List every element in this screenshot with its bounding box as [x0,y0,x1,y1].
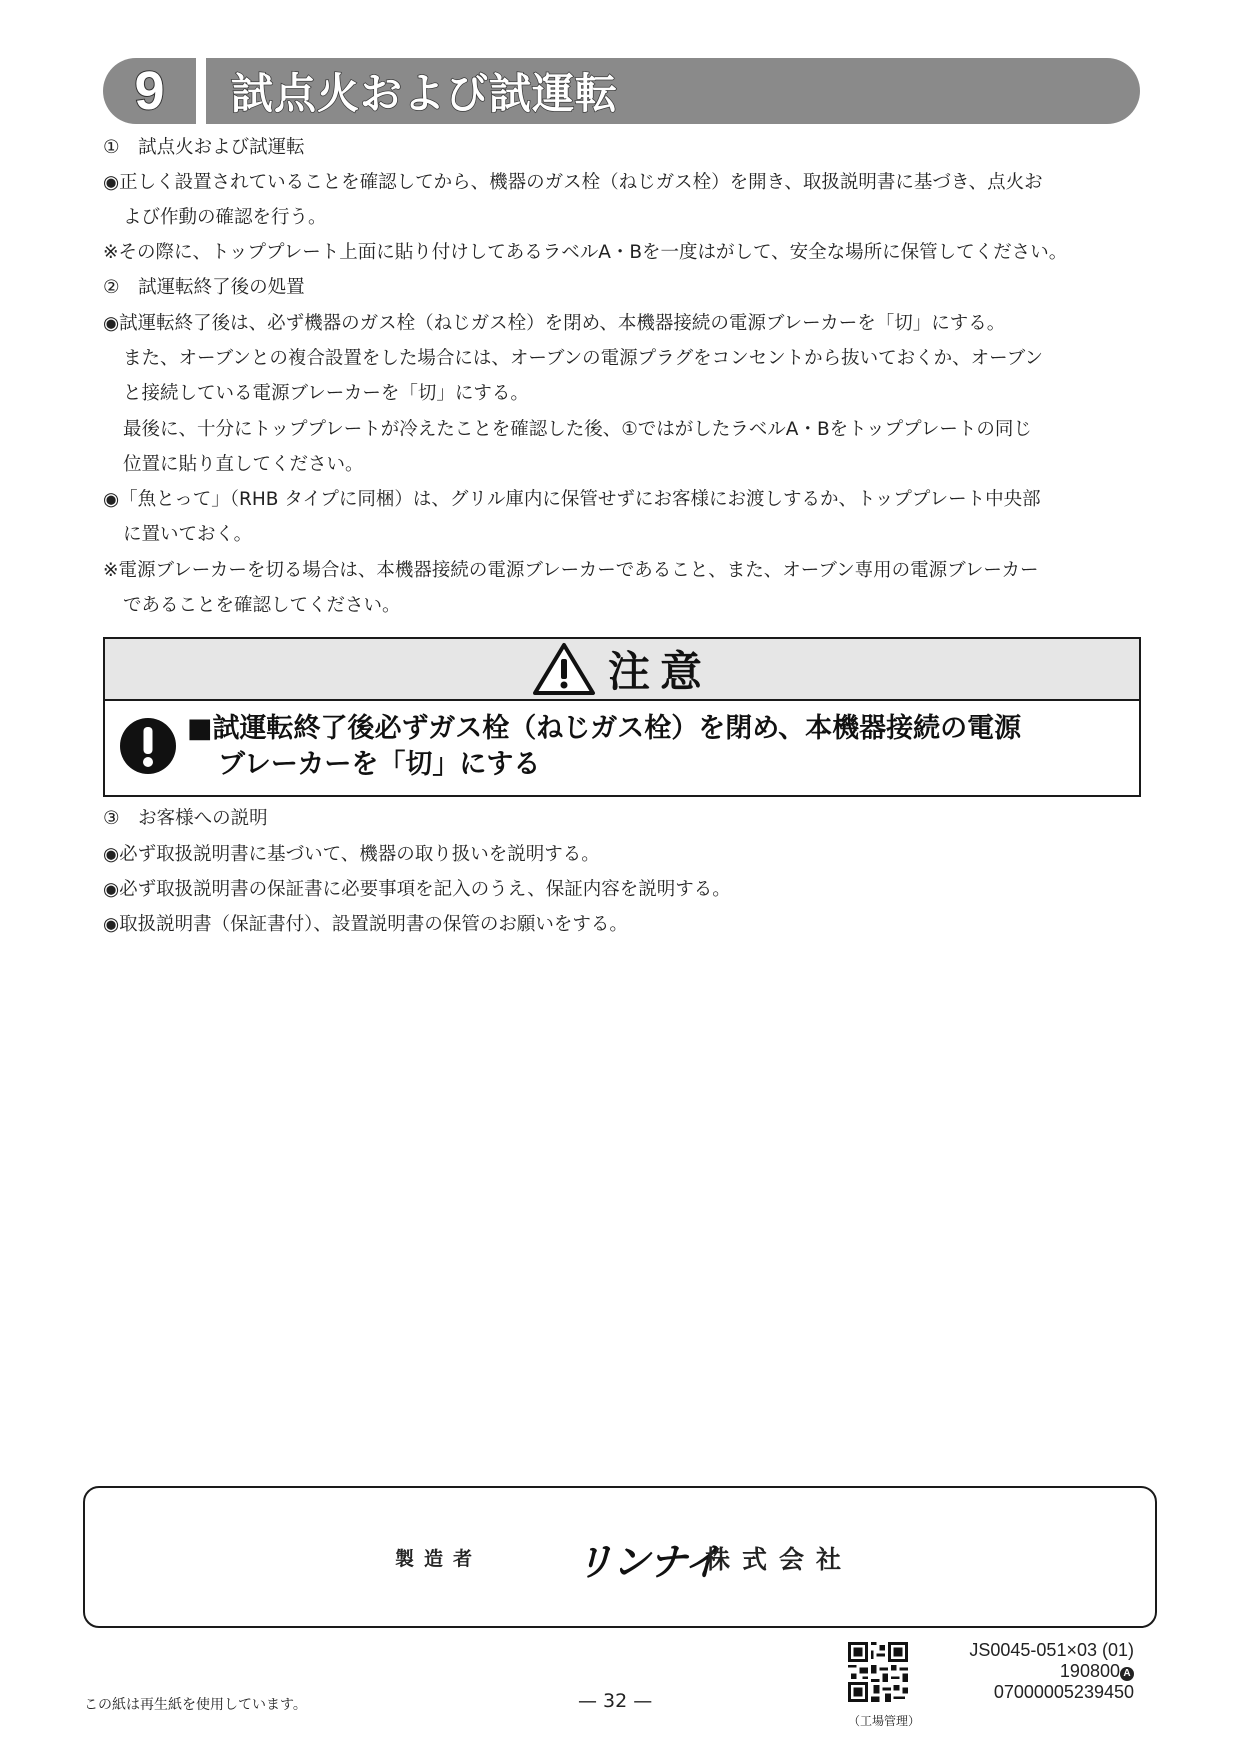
note-line: ※電源ブレーカーを切る場合は、本機器接続の電源ブレーカーであること、また、オーブン専用の電源ブレーカー [103,560,1039,581]
section-header [103,58,1140,124]
product-code: 07000005239450 [993,1682,1134,1702]
document-code: JS0045-051×03 (01) [969,1640,1134,1660]
caution-header [105,639,1139,701]
bullet-item: ◉必ず取扱説明書に基づいて、機器の取り扱いを説明する。 [103,844,600,865]
caution-line-1: ■試運転終了後必ずガス栓（ねじガス栓）を閉め、本機器接続の電源 [187,713,1022,744]
paragraph-line: 最後に、十分にトッププレートが冷えたことを確認した後、①ではがしたラベルA・Bをトッププレートの同じ [123,419,1032,440]
paragraph-line: に置いておく。 [123,524,253,545]
caution-line-2: ブレーカーを「切」にする [218,749,541,780]
paragraph-line: ◉正しく設置されていることを確認してから、機器のガス栓（ねじガス栓）を開き、取扱説明書に基づき、点火お [103,172,1043,193]
note-line: ※その際に、トッププレート上面に貼り付けしてあるラベルA・Bを一度はがして、安全な場所に保管してください。 [103,242,1068,263]
caution-message [187,711,1127,783]
note-line: であることを確認してください。 [123,595,401,616]
paragraph-line: よび作動の確認を行う。 [123,207,327,228]
paragraph-line: と接続している電源ブレーカーを「切」にする。 [123,383,529,404]
print-code: 190800 A [969,1661,1134,1682]
qr-caption: （工場管理） [848,1714,921,1728]
warning-triangle-icon [532,642,596,696]
section-title-bar [206,58,1140,124]
company-suffix: 株式会社 [705,1545,854,1574]
subsection-heading-3: ③ お客様への説明 [103,808,268,829]
manufacturer-box [83,1486,1157,1628]
manufacturer-label: 製造者 [395,1548,483,1570]
paragraph-line: 位置に貼り直してください。 [123,454,364,475]
section-number: 9 [119,66,181,116]
bullet-item: ◉必ず取扱説明書の保証書に必要事項を記入のうえ、保証内容を説明する。 [103,879,731,900]
subsection-heading-1: ① 試点火および試運転 [103,137,305,158]
page-number: — 32 — [578,1690,653,1712]
qr-code-icon [848,1642,908,1702]
subsection-heading-2: ② 試運転終了後の処置 [103,277,305,298]
recycled-paper-note: この紙は再生紙を使用しています。 [84,1697,307,1713]
paragraph-line: また、オーブンとの複合設置をした場合には、オーブンの電源プラグをコンセントから抜いておくか、オーブン [123,348,1044,369]
caution-box [103,637,1141,797]
exclamation-circle-icon [119,717,177,775]
paragraph-line: ◉「魚とって」（RHB タイプに同梱）は、グリル庫内に保管せずにお客様にお渡しするか、トッププレート中央部 [103,489,1041,510]
section-number-badge [103,58,196,124]
section-title: 試点火および試運転 [231,69,619,118]
circled-a-mark: A [1120,1667,1134,1681]
brand-logo: リンナイ [575,1540,721,1584]
caution-label: 注意 [607,647,712,696]
paragraph-line: ◉試運転終了後は、必ず機器のガス栓（ねじガス栓）を閉め、本機器接続の電源ブレーカーを「切」にする。 [103,313,1006,334]
document-code-block [969,1640,1134,1703]
bullet-item: ◉取扱説明書（保証書付）、設置説明書の保管のお願いをする。 [103,914,628,935]
